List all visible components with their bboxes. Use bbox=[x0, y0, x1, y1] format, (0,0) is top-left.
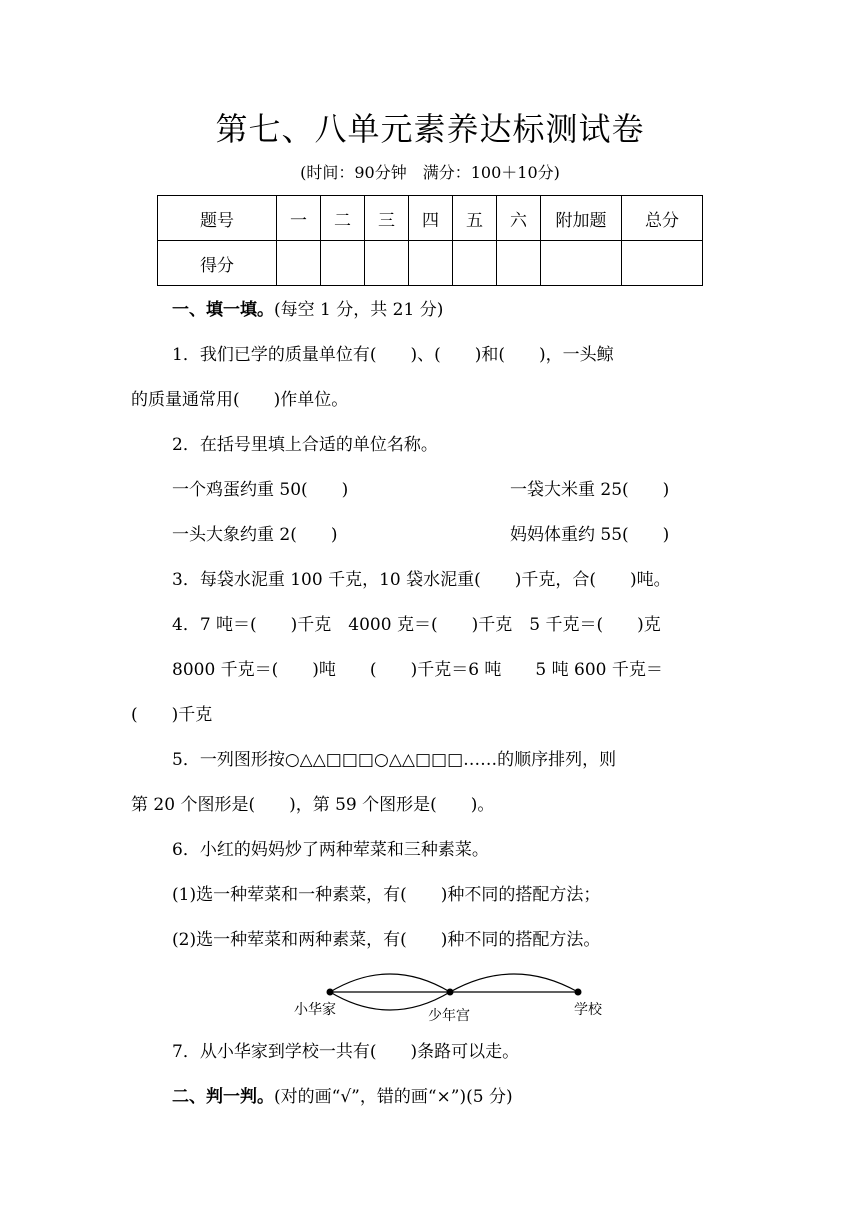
question-1-line-2: 的质量通常用( )作单位。 bbox=[131, 390, 349, 410]
column-header: 一 bbox=[277, 196, 321, 241]
question-6: 6．小红的妈妈炒了两种荤菜和三种素菜。 bbox=[172, 840, 489, 860]
route-diagram bbox=[290, 966, 620, 1028]
section-2-note: (对的画“√”，错的画“×”)(5 分) bbox=[274, 1087, 513, 1107]
score-cell[interactable] bbox=[622, 241, 703, 286]
question-5-line-2: 第 20 个图形是( )，第 59 个图形是( )。 bbox=[131, 795, 495, 815]
node-school bbox=[575, 989, 582, 996]
page-title: 第七、八单元素养达标测试卷 bbox=[215, 110, 645, 148]
section-2-heading: 二、判一判。 bbox=[172, 1087, 274, 1107]
node-palace bbox=[447, 989, 454, 996]
question-3: 3．每袋水泥重 100 千克，10 袋水泥重( )千克，合( )吨。 bbox=[172, 570, 671, 590]
table-row bbox=[158, 241, 703, 286]
section-1-header bbox=[172, 298, 443, 322]
score-cell[interactable] bbox=[365, 241, 409, 286]
question-6-part-1: (1)选一种荤菜和一种素菜，有( )种不同的搭配方法； bbox=[172, 885, 601, 905]
label-school: 学校 bbox=[574, 1002, 602, 1018]
question-2-item-c: 一头大象约重 2( ) bbox=[172, 525, 338, 545]
row-label-question-number: 题号 bbox=[158, 196, 277, 241]
score-table bbox=[157, 195, 703, 286]
exam-info: (时间：90分钟 满分：100＋10分) bbox=[300, 163, 560, 182]
column-header: 二 bbox=[321, 196, 365, 241]
label-home: 小华家 bbox=[294, 1002, 336, 1018]
label-palace: 少年宫 bbox=[428, 1008, 470, 1024]
question-2-item-b: 一袋大米重 25( ) bbox=[510, 480, 670, 500]
section-1-heading: 一、填一填。 bbox=[172, 300, 274, 320]
score-cell[interactable] bbox=[409, 241, 453, 286]
question-6-part-2: (2)选一种荤菜和两种素菜，有( )种不同的搭配方法。 bbox=[172, 930, 601, 950]
score-cell[interactable] bbox=[277, 241, 321, 286]
section-1-note: (每空 1 分，共 21 分) bbox=[274, 300, 444, 320]
column-header: 附加题 bbox=[541, 196, 622, 241]
question-7: 7．从小华家到学校一共有( )条路可以走。 bbox=[172, 1042, 520, 1062]
route-upper-arc-left bbox=[330, 974, 450, 992]
question-2: 2．在括号里填上合适的单位名称。 bbox=[172, 435, 438, 455]
question-4-line-3: ( )千克 bbox=[131, 705, 213, 725]
score-cell[interactable] bbox=[497, 241, 541, 286]
column-header: 三 bbox=[365, 196, 409, 241]
score-cell[interactable] bbox=[541, 241, 622, 286]
table-row bbox=[158, 196, 703, 241]
question-1-line-1: 1．我们已学的质量单位有( )、( )和( )，一头鲸 bbox=[172, 345, 614, 365]
score-cell[interactable] bbox=[453, 241, 497, 286]
row-label-score: 得分 bbox=[158, 241, 277, 286]
column-header: 五 bbox=[453, 196, 497, 241]
question-4-line-1: 4．7 吨＝( )千克 4000 克＝( )千克 5 千克＝( )克 bbox=[172, 615, 661, 635]
question-5-line-1: 5．一列图形按○△△□□□○△△□□□……的顺序排列，则 bbox=[172, 750, 617, 770]
question-2-item-a: 一个鸡蛋约重 50( ) bbox=[172, 480, 349, 500]
section-2-header bbox=[172, 1085, 513, 1109]
node-home bbox=[327, 989, 334, 996]
column-header: 总分 bbox=[622, 196, 703, 241]
question-2-item-d: 妈妈体重约 55( ) bbox=[510, 525, 670, 545]
route-upper-arc-right bbox=[450, 974, 578, 992]
score-cell[interactable] bbox=[321, 241, 365, 286]
column-header: 四 bbox=[409, 196, 453, 241]
column-header: 六 bbox=[497, 196, 541, 241]
question-4-line-2: 8000 千克＝( )吨 ( )千克＝6 吨 5 吨 600 千克＝ bbox=[172, 660, 663, 680]
